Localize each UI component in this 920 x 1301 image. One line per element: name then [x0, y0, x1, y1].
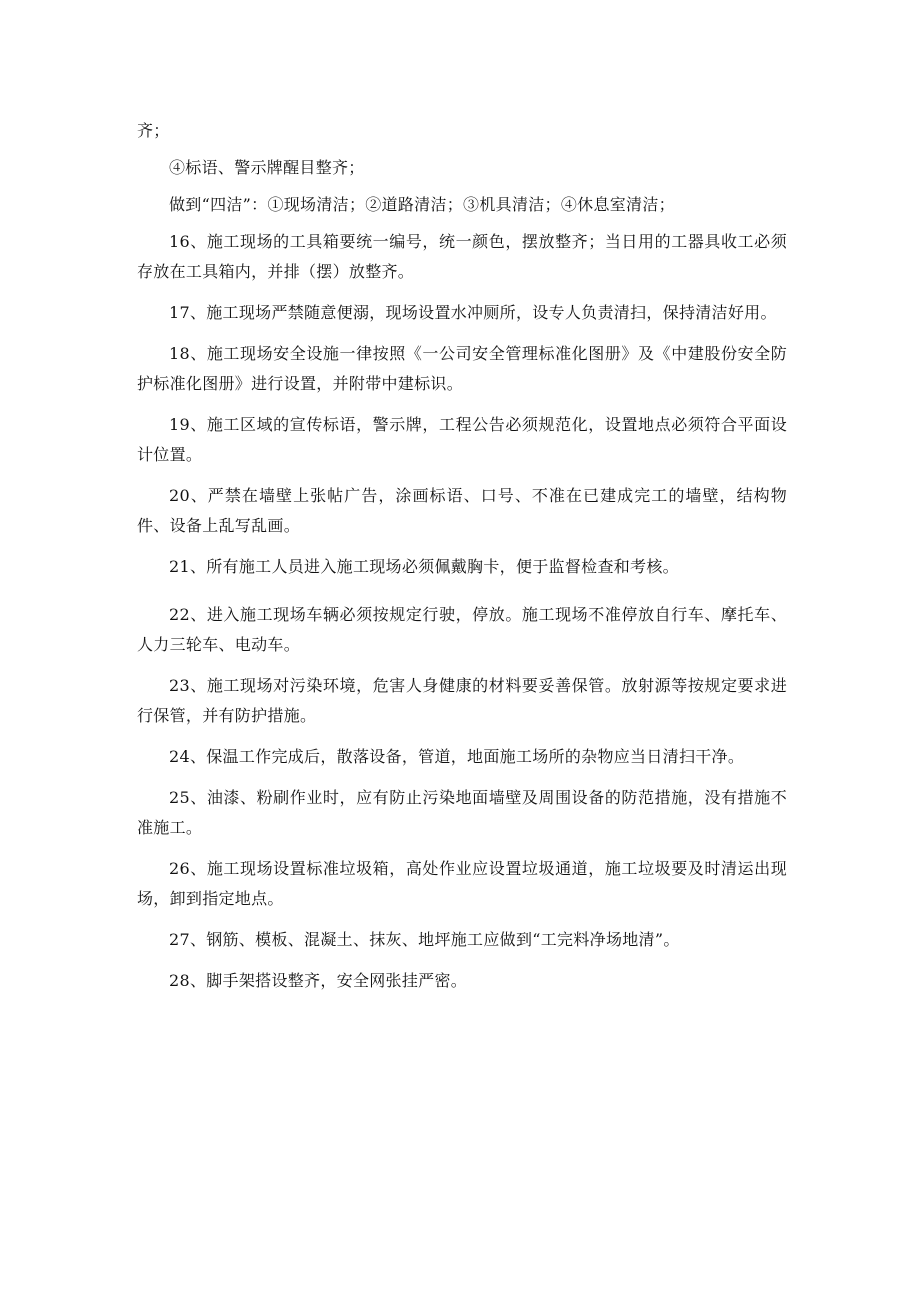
paragraph-item-24: 24、保温工作完成后，散落设备，管道，地面施工场所的杂物应当日清扫干净。 [169, 747, 745, 766]
paragraph-item-21: 21、所有施工人员进入施工现场必须佩戴胸卡，便于监督检查和考核。 [169, 557, 679, 576]
document-body [137, 116, 787, 996]
paragraph-item-20: 20、严禁在墙壁上张帖广告，涂画标语、口号、不准在已建成完工的墙壁，结构物件、设备上乱写乱画。 [137, 486, 787, 535]
paragraph-item-26: 26、施工现场设置标准垃圾箱，高处作业应设置垃圾通道，施工垃圾要及时清运出现场，卸到指定地点。 [137, 859, 787, 908]
paragraph-item-27: 27、钢筋、模板、混凝土、抹灰、地坪施工应做到“工完料净场地清”。 [169, 930, 680, 949]
paragraph-item-23: 23、施工现场对污染环境，危害人身健康的材料要妥善保管。放射源等按规定要求进行保管，并有防护措施。 [137, 676, 787, 725]
paragraph-item-17: 17、施工现场严禁随意便溺，现场设置水冲厕所，设专人负责清扫，保持清洁好用。 [169, 303, 777, 322]
paragraph-item-18: 18、施工现场安全设施一律按照《一公司安全管理标准化图册》及《中建股份安全防护标准化图册》进行设置，并附带中建标识。 [137, 344, 787, 393]
paragraph-four-clean: 做到“四洁”：①现场清洁；②道路清洁；③机具清洁；④休息室清洁； [169, 195, 675, 214]
paragraph-item-19: 19、施工区域的宣传标语，警示牌，工程公告必须规范化，设置地点必须符合平面设计位置。 [137, 415, 787, 464]
paragraph-item-25: 25、油漆、粉刷作业时，应有防止污染地面墙壁及周围设备的防范措施，没有措施不准施工。 [137, 788, 787, 837]
paragraph-item-22: 22、进入施工现场车辆必须按规定行驶，停放。施工现场不准停放自行车、摩托车、人力三轮车、电动车。 [137, 605, 787, 654]
paragraph-item-28: 28、脚手架搭设整齐，安全网张挂严密。 [169, 971, 468, 990]
paragraph-continuation: 齐； [137, 121, 170, 140]
paragraph-slogan-signs: ④标语、警示牌醒目整齐； [169, 158, 365, 177]
paragraph-item-16: 16、施工现场的工具箱要统一编号，统一颜色，摆放整齐；当日用的工器具收工必须存放在工具箱内，并排（摆）放整齐。 [137, 232, 787, 281]
